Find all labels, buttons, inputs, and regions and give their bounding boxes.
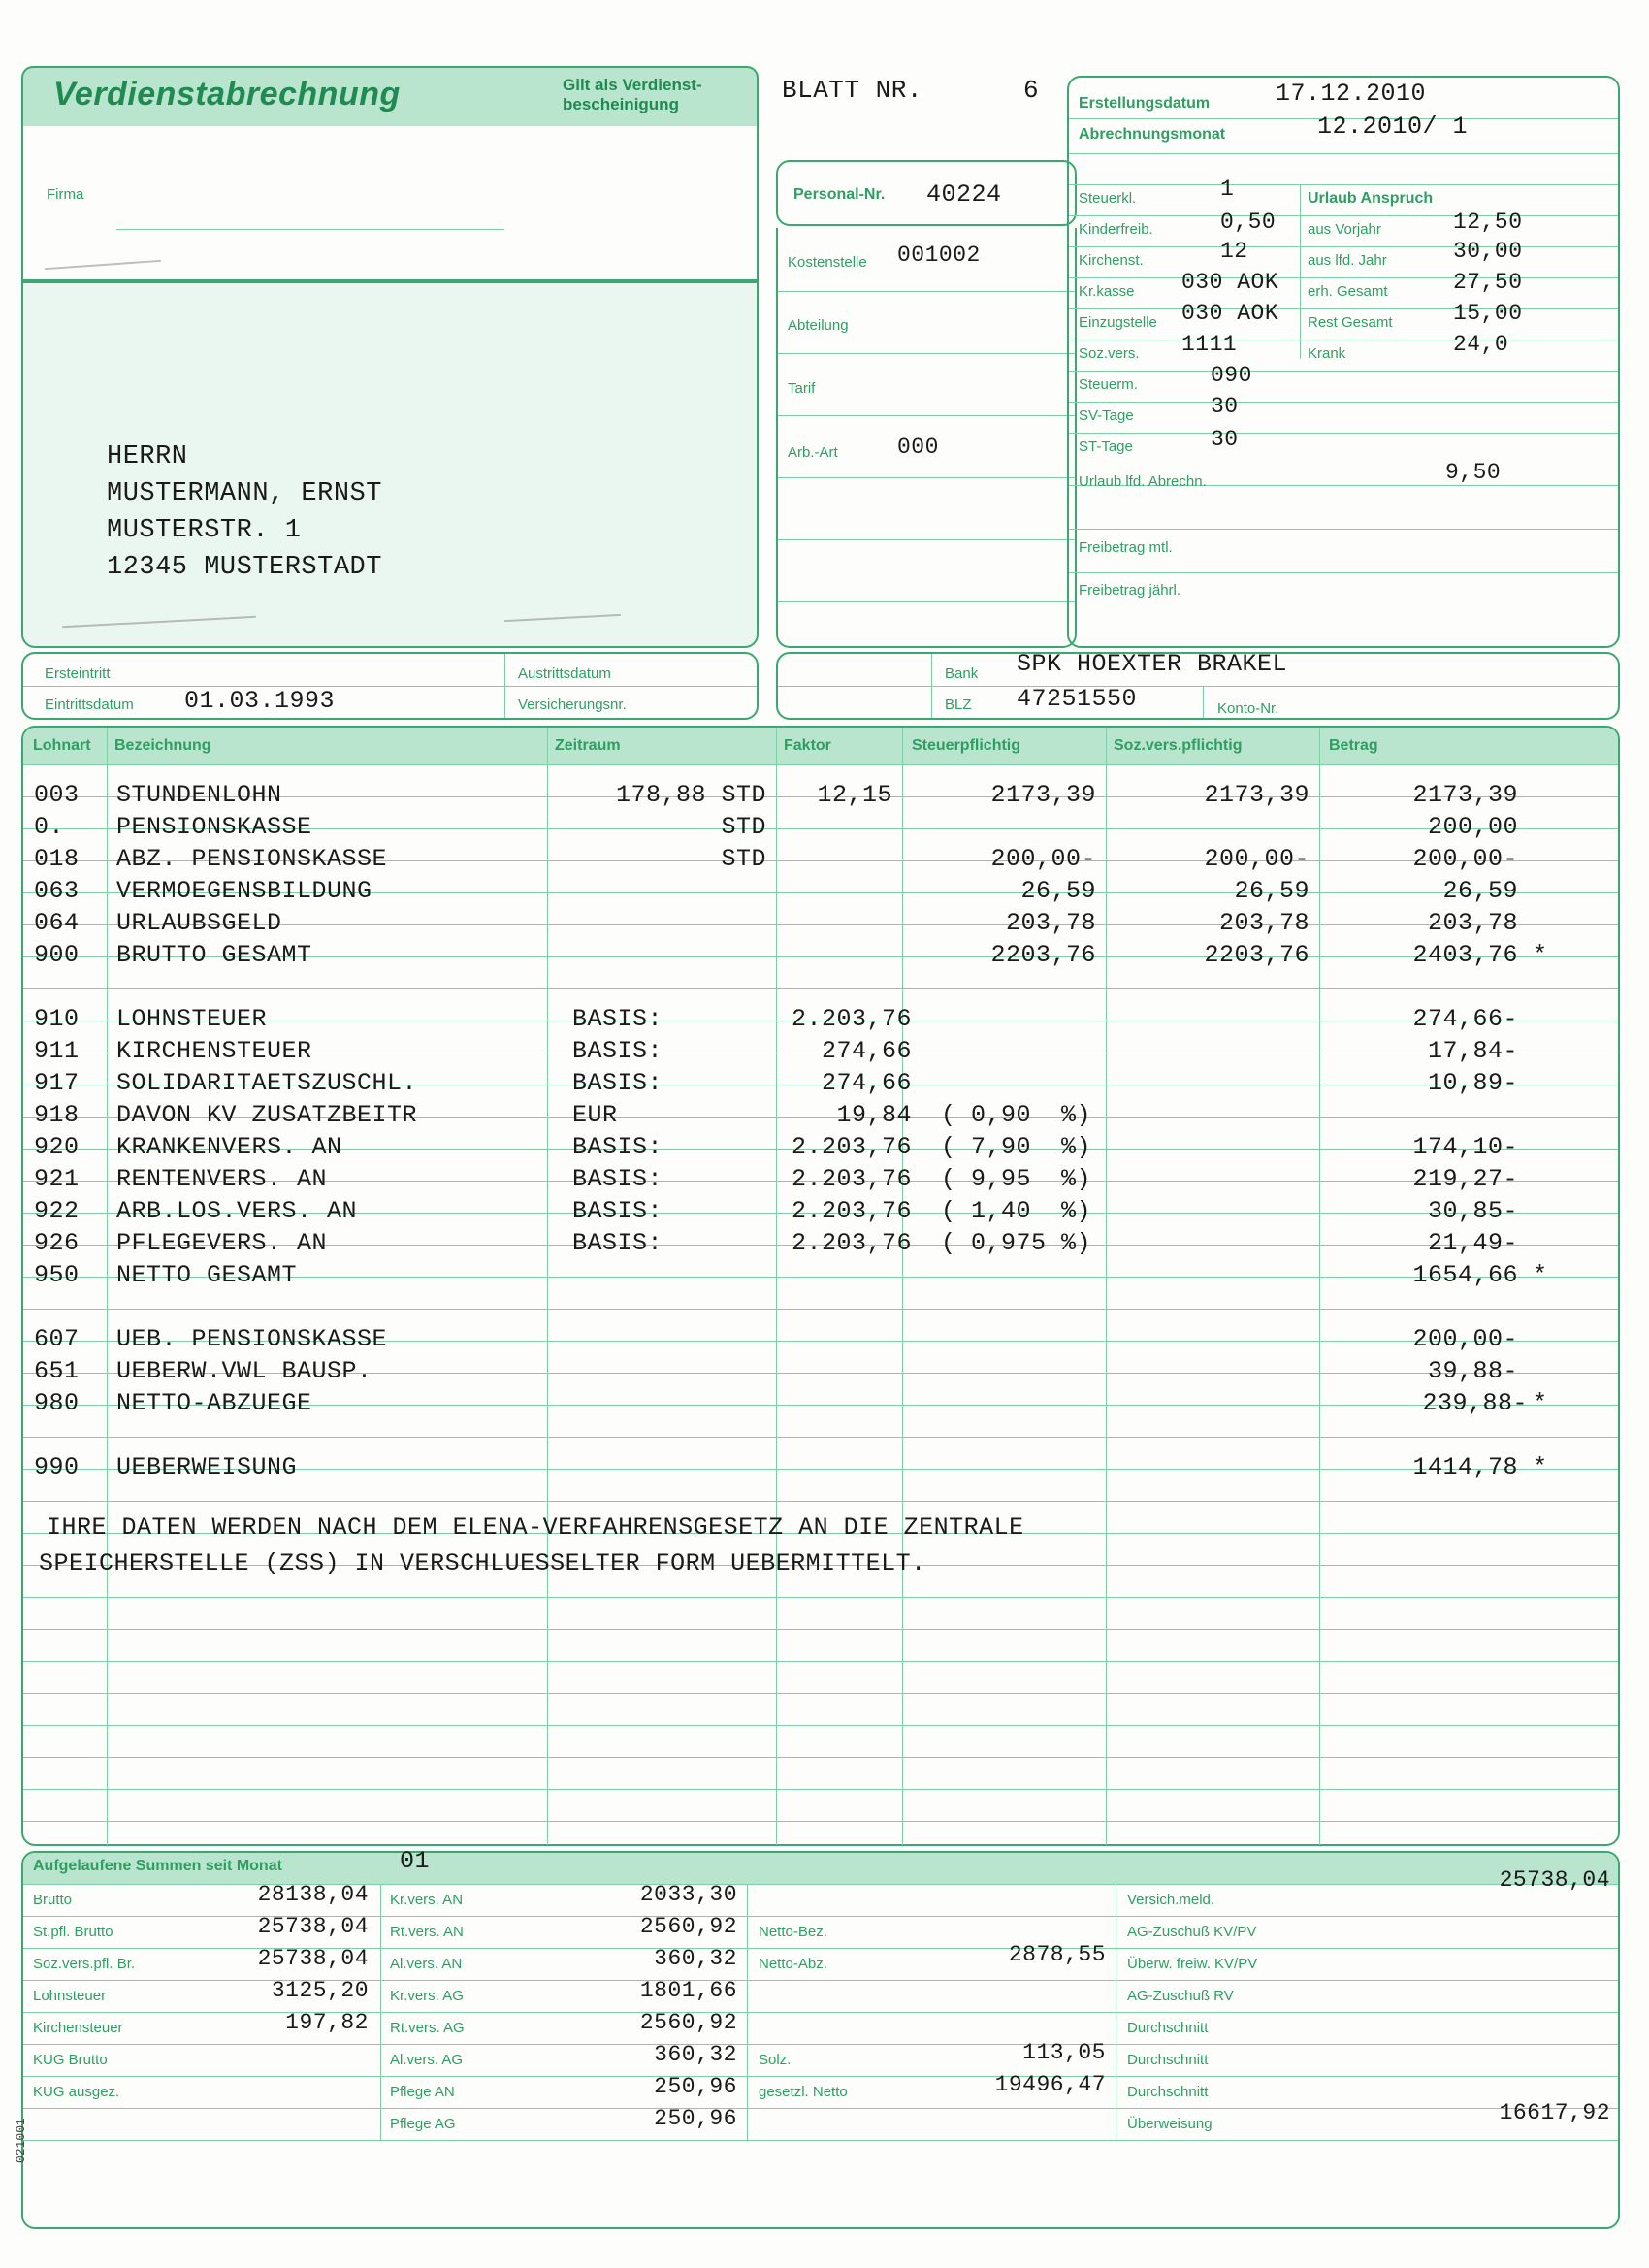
sum-versichmeld-value: 25738,04: [1499, 1867, 1610, 1893]
sum-rtvers-an-value: 2560,92: [639, 1914, 737, 1939]
urlaub-vorjahr-value: 12,50: [1453, 210, 1523, 235]
austrittsdatum-label: Austrittsdatum: [518, 665, 611, 682]
cell-bezeichnung: URLAUBSGELD: [116, 909, 282, 937]
cell-bezeichnung: BRUTTO GESAMT: [116, 941, 312, 969]
cell-lohnart: 064: [34, 909, 80, 937]
sum-krvers-an-label: Kr.vers. AN: [390, 1892, 464, 1908]
cell-lohnart: 018: [34, 845, 80, 873]
col-zeitraum: Zeitraum: [555, 737, 621, 754]
sum-solz-value: 113,05: [1022, 2040, 1106, 2065]
cell-lohnart: 651: [34, 1357, 80, 1385]
cell-lohnart: 950: [34, 1261, 80, 1289]
cell-bezeichnung: UEBERWEISUNG: [116, 1453, 298, 1481]
sum-brutto-value: 28138,04: [257, 1882, 369, 1907]
address-line-4: 12345 MUSTERSTADT: [107, 553, 382, 582]
summary-since-month: 01: [400, 1847, 431, 1875]
summary-box: [21, 1851, 1620, 2229]
krank-label: Krank: [1308, 345, 1346, 362]
col-betrag: Betrag: [1329, 737, 1378, 754]
cell-zeitraum: STD: [721, 845, 766, 873]
sum-pflege-an-value: 250,96: [654, 2074, 737, 2099]
abrechnungsmonat-label: Abrechnungsmonat: [1079, 126, 1226, 143]
cell-bezeichnung: ARB.LOS.VERS. AN: [116, 1197, 358, 1225]
steuerkl-label: Steuerkl.: [1079, 190, 1137, 207]
page-title: Verdienstabrechnung: [53, 76, 401, 113]
sum-alvers-an-value: 360,32: [654, 1946, 737, 1971]
col-faktor: Faktor: [784, 737, 831, 754]
urlaub-lfd-label: Urlaub lfd. Abrechn.: [1079, 473, 1207, 490]
cell-basis-label: BASIS:: [572, 1037, 663, 1065]
cell-bezeichnung: UEB. PENSIONSKASSE: [116, 1325, 388, 1353]
kinderfreib-label: Kinderfreib.: [1079, 221, 1153, 238]
kostenstelle-value: 001002: [897, 243, 981, 268]
page-subtitle: [563, 76, 702, 114]
sum-pflege-an-label: Pflege AN: [390, 2084, 455, 2100]
address-line-2: MUSTERMANN, ERNST: [107, 479, 382, 508]
cell-percent: ( 9,95 %): [941, 1165, 1092, 1193]
sum-lohnsteuer-label: Lohnsteuer: [33, 1988, 107, 2004]
cell-steuerpflichtig: 203,78: [1005, 909, 1096, 937]
cell-lohnart: 607: [34, 1325, 80, 1353]
sum-pflege-ag-label: Pflege AG: [390, 2116, 456, 2132]
cell-basis-value: 2.203,76: [791, 1229, 912, 1257]
cell-faktor: 12,15: [817, 781, 892, 809]
cell-lohnart: 918: [34, 1101, 80, 1129]
sozvers-value: 1111: [1181, 332, 1238, 357]
svtage-value: 30: [1211, 394, 1239, 419]
kinderfreib-value: 0,50: [1220, 210, 1277, 235]
cell-basis-value: 2.203,76: [791, 1165, 912, 1193]
elena-note-line-1: IHRE DATEN WERDEN NACH DEM ELENA-VERFAHRENSGESETZ AN DIE ZENTRALE: [47, 1513, 1024, 1541]
steuerm-value: 090: [1211, 363, 1252, 388]
sum-ueberweisung-value: 16617,92: [1499, 2100, 1610, 2125]
cell-basis-label: BASIS:: [572, 1165, 663, 1193]
sum-svpfl-label: Soz.vers.pfl. Br.: [33, 1956, 136, 1972]
cell-percent: ( 0,975 %): [941, 1229, 1092, 1257]
cell-basis-label: BASIS:: [572, 1229, 663, 1257]
cell-betrag: 200,00-: [1412, 845, 1518, 873]
urlaub-lfd-value: 9,50: [1445, 460, 1502, 485]
urlaub-lfdjahr-value: 30,00: [1453, 239, 1523, 264]
cell-betrag: 2173,39: [1412, 781, 1518, 809]
cell-lohnart: 980: [34, 1389, 80, 1417]
cell-betrag: 1654,66: [1412, 1261, 1518, 1289]
col-bezeichnung: Bezeichnung: [114, 737, 211, 754]
erstellungsdatum-value: 17.12.2010: [1276, 80, 1427, 108]
cell-lohnart: 917: [34, 1069, 80, 1097]
cell-betrag: 239,88-: [1422, 1389, 1528, 1417]
sum-nettoabz-value: 2878,55: [1008, 1942, 1106, 1967]
cell-bezeichnung: PENSIONSKASSE: [116, 813, 312, 841]
cell-lohnart: 003: [34, 781, 80, 809]
cell-betrag: 219,27-: [1412, 1165, 1518, 1193]
cell-betrag: 200,00-: [1412, 1325, 1518, 1353]
cell-steuerpflichtig: 2203,76: [990, 941, 1096, 969]
arbart-value: 000: [897, 435, 939, 460]
sum-pflege-ag-value: 250,96: [654, 2106, 737, 2131]
cell-betrag: 26,59: [1442, 877, 1518, 905]
sum-nettoabz-label: Netto-Abz.: [759, 1956, 827, 1972]
cell-lohnart: 0.: [34, 813, 65, 841]
cell-sozvers: 2173,39: [1204, 781, 1310, 809]
cell-betrag: 39,88-: [1427, 1357, 1518, 1385]
summary-title: Aufgelaufene Summen seit Monat: [33, 1858, 282, 1874]
cell-steuerpflichtig: 2173,39: [990, 781, 1096, 809]
tarif-label: Tarif: [788, 380, 816, 397]
elena-note-line-2: SPEICHERSTELLE (ZSS) IN VERSCHLUESSELTER FORM UEBERMITTELT.: [39, 1549, 926, 1577]
cell-betrag: 30,85-: [1427, 1197, 1518, 1225]
cell-star: *: [1533, 1389, 1548, 1417]
sum-agzuschuss-kvpv-label: AG-Zuschuß KV/PV: [1127, 1924, 1257, 1940]
blz-label: BLZ: [945, 697, 972, 713]
cell-bezeichnung: RENTENVERS. AN: [116, 1165, 328, 1193]
sum-kugausgez-label: KUG ausgez.: [33, 2084, 120, 2100]
cell-bezeichnung: DAVON KV ZUSATZBEITR: [116, 1101, 418, 1129]
urlaub-restgesamt-value: 15,00: [1453, 301, 1523, 326]
cell-betrag: 17,84-: [1427, 1037, 1518, 1065]
cell-betrag: 203,78: [1427, 909, 1518, 937]
sum-ueberw-freiw-label: Überw. freiw. KV/PV: [1127, 1956, 1258, 1972]
cell-betrag: 200,00: [1427, 813, 1518, 841]
address-line-3: MUSTERSTR. 1: [107, 516, 302, 545]
eintrittsdatum-label: Eintrittsdatum: [45, 697, 134, 713]
form-code: 021001: [14, 2118, 28, 2163]
cell-bezeichnung: KIRCHENSTEUER: [116, 1037, 312, 1065]
sum-solz-label: Solz.: [759, 2052, 792, 2068]
personal-nr-value: 40224: [926, 180, 1002, 209]
sum-ueberweisung-label: Überweisung: [1127, 2116, 1212, 2132]
bank-label: Bank: [945, 665, 979, 682]
sum-krvers-ag-label: Kr.vers. AG: [390, 1988, 464, 2004]
cell-bezeichnung: SOLIDARITAETSZUSCHL.: [116, 1069, 418, 1097]
cell-lohnart: 920: [34, 1133, 80, 1161]
cell-lohnart: 990: [34, 1453, 80, 1481]
sum-stpfl-label: St.pfl. Brutto: [33, 1924, 113, 1940]
tax-info-box: [1067, 76, 1620, 648]
urlaub-erhgesamt-value: 27,50: [1453, 270, 1523, 295]
sum-versichmeld-label: Versich.meld.: [1127, 1892, 1215, 1908]
cell-betrag: 1414,78: [1412, 1453, 1518, 1481]
sum-kugbrutto-label: KUG Brutto: [33, 2052, 108, 2068]
sttage-label: ST-Tage: [1079, 438, 1133, 455]
cell-basis-value: 19,84: [836, 1101, 912, 1129]
cell-lohnart: 921: [34, 1165, 80, 1193]
cell-steuerpflichtig: 26,59: [1020, 877, 1096, 905]
blz-value: 47251550: [1017, 685, 1138, 713]
kirchenst-value: 12: [1220, 239, 1248, 264]
personal-nr-label: Personal-Nr.: [793, 186, 886, 203]
sum-gesnetto-label: gesetzl. Netto: [759, 2084, 848, 2100]
sum-rtvers-an-label: Rt.vers. AN: [390, 1924, 464, 1940]
sum-alvers-an-label: Al.vers. AN: [390, 1956, 463, 1972]
sum-agzuschuss-rv-label: AG-Zuschuß RV: [1127, 1988, 1234, 2004]
cell-basis-value: 2.203,76: [791, 1197, 912, 1225]
sum-stpfl-value: 25738,04: [257, 1914, 369, 1939]
krkasse-label: Kr.kasse: [1079, 283, 1135, 300]
urlaub-lfdjahr-label: aus lfd. Jahr: [1308, 252, 1387, 269]
cell-bezeichnung: NETTO GESAMT: [116, 1261, 298, 1289]
sum-rtvers-ag-label: Rt.vers. AG: [390, 2020, 465, 2036]
cell-basis-value: 274,66: [821, 1069, 912, 1097]
cell-star: *: [1533, 941, 1548, 969]
einzugstelle-value: 030 AOK: [1181, 301, 1279, 326]
cell-basis-value: 2.203,76: [791, 1005, 912, 1033]
eintrittsdatum-value: 01.03.1993: [184, 687, 336, 715]
cell-sozvers: 203,78: [1218, 909, 1310, 937]
abteilung-label: Abteilung: [788, 317, 849, 334]
cell-basis-value: 274,66: [821, 1037, 912, 1065]
sum-krvers-an-value: 2033,30: [639, 1882, 737, 1907]
cell-bezeichnung: PFLEGEVERS. AN: [116, 1229, 328, 1257]
cell-star: *: [1533, 1453, 1548, 1481]
cell-basis-label: BASIS:: [572, 1069, 663, 1097]
sum-kirchensteuer-label: Kirchensteuer: [33, 2020, 123, 2036]
steuerm-label: Steuerm.: [1079, 376, 1138, 393]
cell-basis-label: BASIS:: [572, 1197, 663, 1225]
cell-sozvers: 26,59: [1234, 877, 1310, 905]
cell-percent: ( 0,90 %): [941, 1101, 1092, 1129]
cell-zeitraum: STD: [721, 813, 766, 841]
sum-rtvers-ag-value: 2560,92: [639, 2010, 737, 2035]
cell-betrag: 21,49-: [1427, 1229, 1518, 1257]
cell-basis-value: 2.203,76: [791, 1133, 912, 1161]
cell-betrag: 274,66-: [1412, 1005, 1518, 1033]
cell-bezeichnung: KRANKENVERS. AN: [116, 1133, 342, 1161]
versicherungsnr-label: Versicherungsnr.: [518, 697, 627, 713]
cell-betrag: 174,10-: [1412, 1133, 1518, 1161]
cell-basis-label: EUR: [572, 1101, 618, 1129]
cell-zeitraum: 178,88 STD: [615, 781, 766, 809]
sum-lohnsteuer-value: 3125,20: [271, 1978, 369, 2003]
ersteintritt-label: Ersteintritt: [45, 665, 111, 682]
bank-value: SPK HOEXTER BRAKEL: [1017, 650, 1288, 678]
cell-basis-label: BASIS:: [572, 1005, 663, 1033]
cell-bezeichnung: ABZ. PENSIONSKASSE: [116, 845, 388, 873]
cell-bezeichnung: NETTO-ABZUEGE: [116, 1389, 312, 1417]
sum-krvers-ag-value: 1801,66: [639, 1978, 737, 2003]
konto-label: Konto-Nr.: [1217, 700, 1279, 717]
cell-lohnart: 910: [34, 1005, 80, 1033]
sum-durchschnitt-3-label: Durchschnitt: [1127, 2084, 1209, 2100]
steuerkl-value: 1: [1220, 177, 1235, 202]
address-line-1: HERRN: [107, 442, 188, 471]
cell-basis-label: BASIS:: [572, 1133, 663, 1161]
cell-star: *: [1533, 1261, 1548, 1289]
cell-percent: ( 7,90 %): [941, 1133, 1092, 1161]
urlaub-anspruch-title: Urlaub Anspruch: [1308, 190, 1434, 207]
arbart-label: Arb.-Art: [788, 444, 838, 461]
sum-svpfl-value: 25738,04: [257, 1946, 369, 1971]
sum-gesnetto-value: 19496,47: [994, 2072, 1106, 2097]
sum-alvers-ag-value: 360,32: [654, 2042, 737, 2067]
cell-sozvers: 2203,76: [1204, 941, 1310, 969]
sum-durchschnitt-2-label: Durchschnitt: [1127, 2052, 1209, 2068]
cell-lohnart: 063: [34, 877, 80, 905]
cell-bezeichnung: UEBERW.VWL BAUSP.: [116, 1357, 372, 1385]
cell-lohnart: 922: [34, 1197, 80, 1225]
cell-lohnart: 926: [34, 1229, 80, 1257]
col-lohnart: Lohnart: [33, 737, 91, 754]
sum-durchschnitt-1-label: Durchschnitt: [1127, 2020, 1209, 2036]
kostenstelle-label: Kostenstelle: [788, 254, 867, 271]
col-sozvers: Soz.vers.pflichtig: [1114, 737, 1243, 754]
abrechnungsmonat-value: 12.2010/ 1: [1317, 113, 1469, 141]
einzugstelle-label: Einzugstelle: [1079, 314, 1157, 331]
firma-label: Firma: [47, 186, 84, 203]
urlaub-vorjahr-label: aus Vorjahr: [1308, 221, 1381, 238]
cell-bezeichnung: LOHNSTEUER: [116, 1005, 268, 1033]
svtage-label: SV-Tage: [1079, 407, 1134, 424]
krkasse-value: 030 AOK: [1181, 270, 1279, 295]
blatt-label: BLATT NR.: [782, 76, 922, 105]
cell-lohnart: 911: [34, 1037, 80, 1065]
subtitle-line-2: bescheinigung: [563, 95, 679, 113]
freibetrag-mtl-label: Freibetrag mtl.: [1079, 539, 1173, 556]
kirchenst-label: Kirchenst.: [1079, 252, 1144, 269]
cell-steuerpflichtig: 200,00-: [990, 845, 1096, 873]
cell-percent: ( 1,40 %): [941, 1197, 1092, 1225]
cell-bezeichnung: STUNDENLOHN: [116, 781, 282, 809]
cell-bezeichnung: VERMOEGENSBILDUNG: [116, 877, 372, 905]
sum-alvers-ag-label: Al.vers. AG: [390, 2052, 464, 2068]
erstellungsdatum-label: Erstellungsdatum: [1079, 95, 1211, 112]
sozvers-label: Soz.vers.: [1079, 345, 1140, 362]
subtitle-line-1: Gilt als Verdienst-: [563, 76, 702, 94]
krank-value: 24,0: [1453, 332, 1509, 357]
blatt-number: 6: [1023, 76, 1040, 105]
urlaub-restgesamt-label: Rest Gesamt: [1308, 314, 1393, 331]
sttage-value: 30: [1211, 427, 1239, 452]
cell-betrag: 2403,76: [1412, 941, 1518, 969]
cell-lohnart: 900: [34, 941, 80, 969]
cell-sozvers: 200,00-: [1204, 845, 1310, 873]
cell-betrag: 10,89-: [1427, 1069, 1518, 1097]
firma-box: [21, 126, 759, 281]
freibetrag-jaehrl-label: Freibetrag jährl.: [1079, 582, 1181, 599]
sum-kirchensteuer-value: 197,82: [285, 2010, 369, 2035]
urlaub-erhgesamt-label: erh. Gesamt: [1308, 283, 1388, 300]
col-steuerpflichtig: Steuerpflichtig: [912, 737, 1021, 754]
sum-brutto-label: Brutto: [33, 1892, 73, 1908]
sum-nettobez-label: Netto-Bez.: [759, 1924, 827, 1940]
